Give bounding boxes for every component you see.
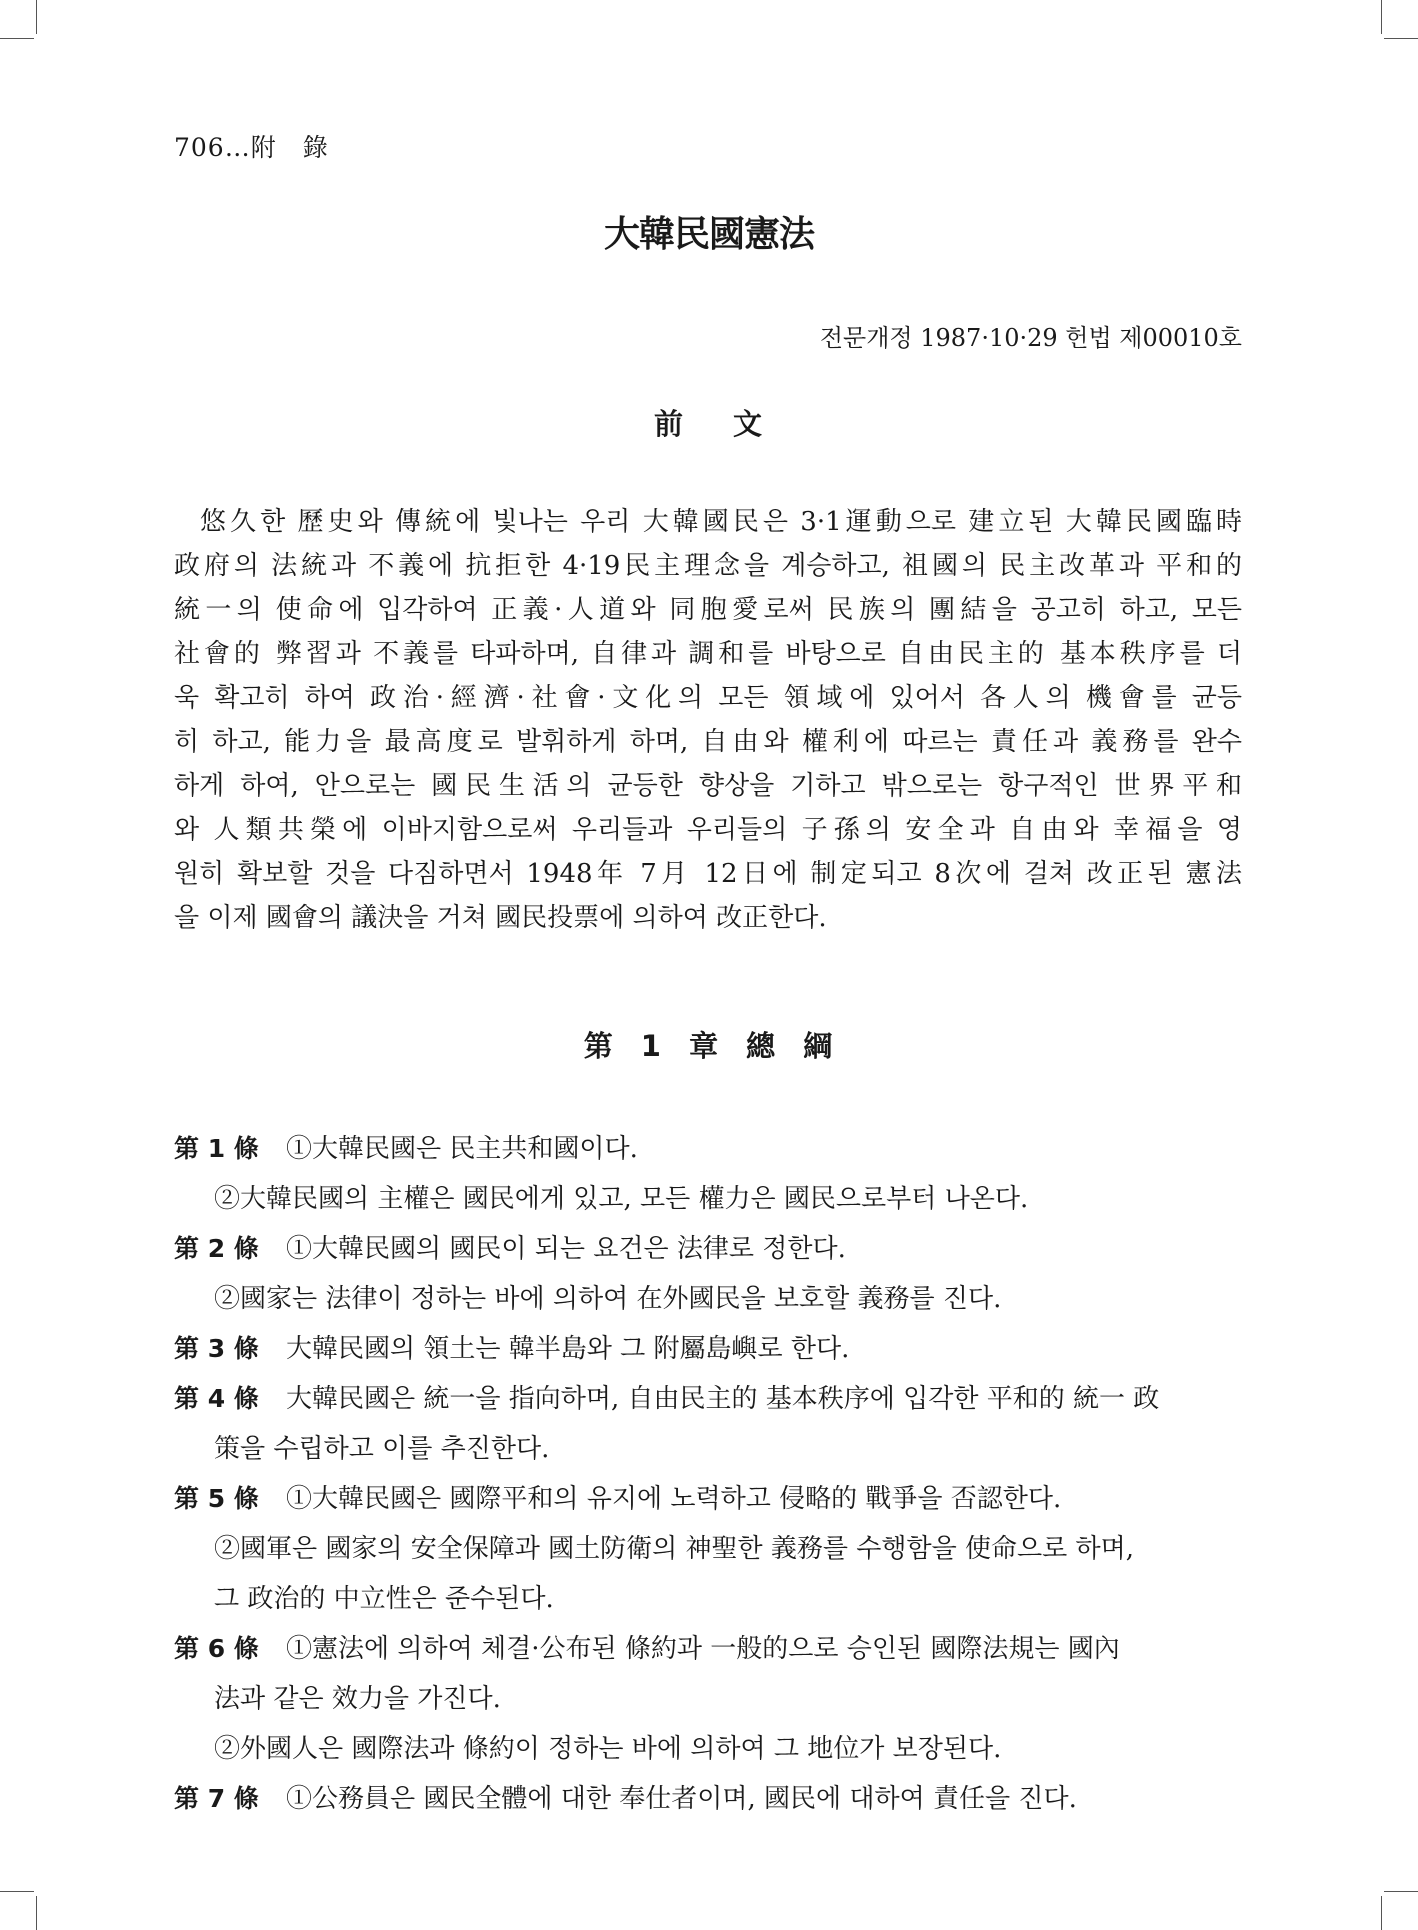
preamble-line: 社會的 弊習과 不義를 타파하며, 自律과 調和를 바탕으로 自由民主的 基本秩序를 더 — [174, 639, 1242, 669]
article-text: ①公務員은 國民全體에 대한 奉仕者이며, 國民에 대하여 責任을 진다. — [286, 1784, 1077, 1814]
document-title: 大韓民國憲法 — [603, 213, 814, 255]
preamble-line: 원히 확보할 것을 다짐하면서 1948年 7月 12日에 制定되고 8次에 걸쳐 改正된 憲法 — [174, 859, 1242, 889]
article-line — [174, 1524, 1242, 1574]
preamble-line: 욱 확고히 하여 政治·經濟·社會·文化의 모든 領域에 있어서 各人의 機會를 균등 — [174, 683, 1242, 713]
crop-mark-bottom-right — [1381, 1896, 1382, 1930]
article-text: 策을 수립하고 이를 추진한다. — [214, 1434, 550, 1464]
article-text: ①大韓民國은 民主共和國이다. — [286, 1134, 638, 1164]
article-line — [174, 1124, 1242, 1174]
article-text: 大韓民國은 統一을 指向하며, 自由民主的 基本秩序에 입각한 平和的 統一 政 — [286, 1384, 1160, 1414]
article-text: ②外國人은 國際法과 條約이 정하는 바에 의하여 그 地位가 보장된다. — [214, 1734, 1002, 1764]
article-number: 第 5 條 — [174, 1484, 259, 1513]
article-line — [174, 1174, 1242, 1224]
article-text: ②國家는 法律이 정하는 바에 의하여 在外國民을 보호할 義務를 진다. — [214, 1284, 1002, 1314]
crop-mark-right-bottom — [1384, 1891, 1418, 1892]
crop-mark-right-top — [1384, 38, 1418, 39]
running-head: 706…附 錄 — [174, 133, 329, 162]
preamble-line: 政府의 法統과 不義에 抗拒한 4·19民主理念을 계승하고, 祖國의 民主改革과 平和的 — [174, 551, 1242, 581]
article-text: ②大韓民國의 主權은 國民에게 있고, 모든 權力은 國民으로부터 나온다. — [214, 1184, 1029, 1214]
article-line — [174, 1224, 1242, 1274]
article-number: 第 4 條 — [174, 1384, 259, 1413]
article-number: 第 3 條 — [174, 1334, 259, 1363]
article-number: 第 7 條 — [174, 1784, 259, 1813]
preamble-line: 悠久한 歷史와 傳統에 빛나는 우리 大韓國民은 3·1運動으로 建立된 大韓民國臨時 — [200, 507, 1242, 537]
article-line — [174, 1424, 1242, 1474]
preamble-line: 統一의 使命에 입각하여 正義·人道와 同胞愛로써 民族의 團結을 공고히 하고, 모든 — [174, 595, 1242, 625]
article-text: ①大韓民國은 國際平和의 유지에 노력하고 侵略的 戰爭을 否認한다. — [286, 1484, 1062, 1514]
preamble-line: 히 하고, 能力을 最高度로 발휘하게 하며, 自由와 權利에 따르는 責任과 義務를 완수 — [174, 727, 1242, 757]
crop-mark-bottom-left — [36, 1896, 37, 1930]
article-text: ②國軍은 國家의 安全保障과 國土防衛의 神聖한 義務를 수행함을 使命으로 하며, — [214, 1534, 1135, 1564]
article-text: 法과 같은 效力을 가진다. — [214, 1684, 501, 1714]
article-line — [174, 1274, 1242, 1324]
article-text: ①大韓民國의 國民이 되는 요건은 法律로 정한다. — [286, 1234, 846, 1264]
article-number: 第 2 條 — [174, 1234, 259, 1263]
chapter-heading: 第 1 章 總 綱 — [583, 1029, 835, 1063]
article-line — [174, 1624, 1242, 1674]
article-line — [174, 1724, 1242, 1774]
crop-mark-left-bottom — [0, 1891, 34, 1892]
article-line — [174, 1324, 1242, 1374]
article-line — [174, 1474, 1242, 1524]
crop-mark-top-right — [1381, 0, 1382, 34]
article-text: ①憲法에 의하여 체결·公布된 條約과 一般的으로 승인된 國際法規는 國內 — [286, 1634, 1120, 1664]
article-number: 第 1 條 — [174, 1134, 259, 1163]
article-number: 第 6 條 — [174, 1634, 259, 1663]
articles-list — [174, 1124, 1242, 1824]
preamble-line: 와 人類共榮에 이바지함으로써 우리들과 우리들의 子孫의 安全과 自由와 幸福을 영 — [174, 815, 1242, 845]
amendment-note: 전문개정 1987·10·29 헌법 제00010호 — [819, 324, 1242, 352]
preamble-line: 하게 하여, 안으로는 國民生活의 균등한 향상을 기하고 밖으로는 항구적인 世界平和 — [174, 771, 1242, 801]
article-line — [174, 1674, 1242, 1724]
article-line — [174, 1774, 1242, 1824]
article-text: 大韓民國의 領土는 韓半島와 그 附屬島嶼로 한다. — [286, 1334, 850, 1364]
crop-mark-left-top — [0, 38, 34, 39]
article-line — [174, 1574, 1242, 1624]
preamble-heading: 前 文 — [653, 407, 765, 441]
article-text: 그 政治的 中立性은 준수된다. — [214, 1584, 554, 1614]
crop-mark-top-left — [36, 0, 37, 34]
preamble-body — [174, 500, 1242, 940]
preamble-line: 을 이제 國會의 議決을 거쳐 國民投票에 의하여 改正한다. — [174, 903, 827, 933]
article-line — [174, 1374, 1242, 1424]
